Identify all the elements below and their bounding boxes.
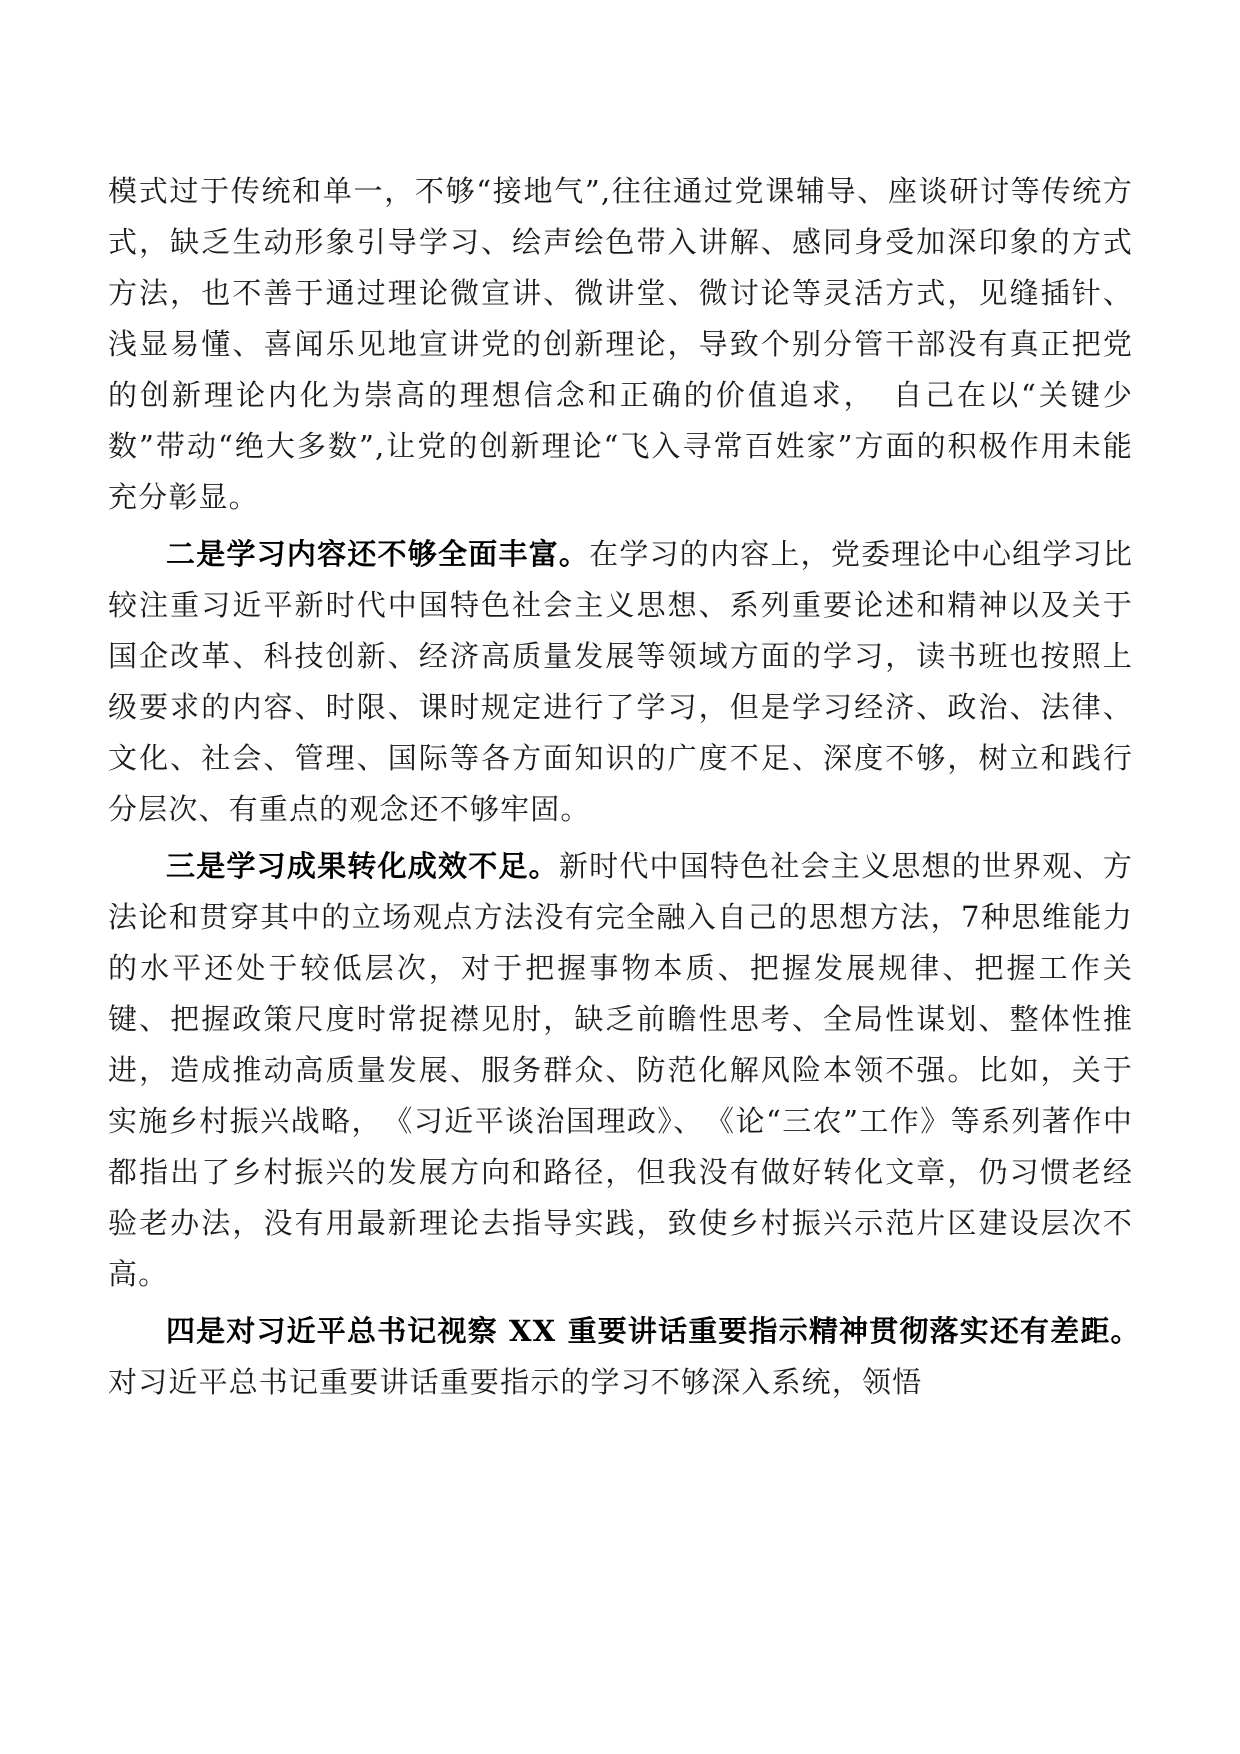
paragraph-1 xyxy=(108,166,1133,523)
document-body xyxy=(108,166,1157,1408)
paragraph-3-heading: 三是学习成果转化成效不足。 xyxy=(166,849,559,883)
paragraph-4-heading: 四是对习近平总书记视察 XX 重要讲话重要指示精神贯彻落实还有差距。 xyxy=(166,1314,1127,1348)
paragraph-2-text: 在学习的内容上，党委理论中心组学习比较注重习近平新时代中国特色社会主义思想、系列重要论述和精神以及关于国企改革、科技创新、经济高质量发展等领域方面的学习，读书班也按照上级要求的内容、时限、课时规定进行了学习，但是学习经济、政治、法律、文化、社会、管理、国际等各方面知识的广度不足、深度不够，树立和践行分层次、有重点的观念还不够牢固。 xyxy=(108,537,1133,826)
paragraph-3 xyxy=(108,841,1133,1300)
paragraph-3-text: 新时代中国特色社会主义思想的世界观、方法论和贯穿其中的立场观点方法没有完全融入自己的思想方法，7种思维能力的水平还处于较低层次，对于把握事物本质、把握发展规律、把握工作关键、把握政策尺度时常捉襟见肘，缺乏前瞻性思考、全局性谋划、整体性推进，造成推动高质量发展、服务群众、防范化解风险本领不强。比如，关于实施乡村振兴战略， 《习近平谈治国理政》、 《论“三农”工作》等系列著作中都指出了乡村振兴的发展方向和路径，但我没有做好转化文章，仍习惯老经验老办法，没有用最新理论去指导实践，致使乡村振兴示范片区建设层次不高。 xyxy=(108,849,1133,1291)
paragraph-2-heading: 二是学习内容还不够全面丰富。 xyxy=(166,537,590,571)
paragraph-4 xyxy=(108,1306,1157,1408)
paragraph-1-text: 模式过于传统和单一，不够“接地气”,往往通过党课辅导、座谈研讨等传统方式，缺乏生动形象引导学习、绘声绘色带入讲解、感同身受加深印象的方式方法，也不善于通过理论微宣讲、微讲堂、微讨论等灵活方式，见缝插针、浅显易懂、喜闻乐见地宣讲党的创新理论，导致个别分管干部没有真正把党的创新理论内化为崇高的理想信念和正确的价值追求， 自己在以“关键少数”带动“绝大多数”,让党的创新理论“飞入寻常百姓家”方面的积极作用未能充分彰显。 xyxy=(108,174,1133,514)
paragraph-2 xyxy=(108,529,1133,835)
paragraph-4-text: 对习近平总书记重要讲话重要指示的学习不够深入系统，领悟 xyxy=(108,1314,1157,1399)
